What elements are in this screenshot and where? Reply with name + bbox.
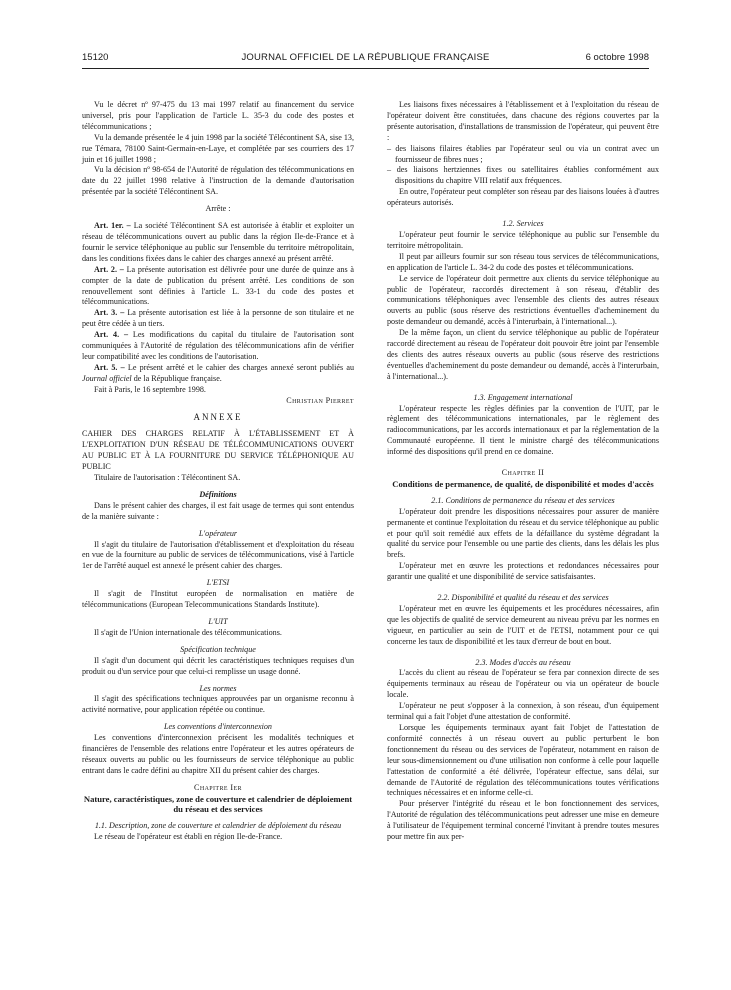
body-paragraph: L'opérateur met en œuvre les équipements et les procédures nécessaires, afin que les objectifs de qualité de service demeurent au niveau prévu par les normes en vigueur, en particulier au sein de l'UIT et de l'ETSI, notamment pour ce qui concerne les taux de disponibilité et les taux d'erreur de bout en bout. (387, 603, 659, 646)
chapter-title: Nature, caractéristiques, zone de couverture et calendrier de déploiement du réseau et des services (83, 793, 353, 815)
left-column (82, 100, 354, 843)
definition-text: Les conventions d'interconnexion précisent les modalités techniques et financières de l'ensemble des relations entre l'opérateur et les autres opérateurs de réseaux ouverts au public ou les fournisseurs de service téléphonique au public entrant dans le cadre défini au chapitre XII du présent cahier des charges. (82, 733, 354, 775)
visa-paragraph: Vu la demande présentée le 4 juin 1998 par la société Télécontinent SA, sise 13, rue Témara, 78100 Saint-Germain-en-Laye, et complétée par ses courriers des 17 juin et 16 juillet 1998 ; (82, 132, 354, 164)
definition-text: Il s'agit du titulaire de l'autorisation d'établissement et d'exploitation du réseau en vue de la fourniture au public de services de télécommunications, visé à l'article 1er de l'arrêté auquel est annexé le présent cahier des charges. (82, 539, 354, 571)
article-label: Art. 2. – (94, 264, 124, 274)
article-label: Art. 5. – (94, 362, 125, 372)
list-item: – des liaisons filaires établies par l'opérateur seul ou via un contrat avec un fournisseur de fibres nues ; (387, 144, 659, 166)
visa-paragraph: Vu la décision nº 98-654 de l'Autorité de régulation des télécommunications en date du 22 juillet 1998 relative à l'instruction de la demande d'autorisation présentée par la société Télécontinent SA. (82, 165, 354, 197)
article-text: Le présent arrêté et le cahier des charges annexé seront publiés au (127, 362, 355, 372)
annexe-heading: ANNEXE (193, 412, 243, 423)
definition-text: Il s'agit des spécifications techniques approuvées par un organisme reconnu à activité normative, pour application répétée ou continue. (82, 694, 354, 715)
article-label: Art. 4. – (94, 330, 129, 340)
definition-term: Les normes (199, 683, 237, 693)
article-3 (82, 308, 354, 330)
section-heading: 2.3. Modes d'accès au réseau (475, 657, 571, 667)
body-paragraph: Les liaisons fixes nécessaires à l'établissement et à l'exploitation du réseau de l'opérateur doivent être constituées, dans chacune des régions couvertes par la présente autorisation, d'installations de transmission de l'opérateur, qui peuvent être : (387, 100, 659, 142)
definition-text: Il s'agit de l'Union internationale des télécommunications. (94, 627, 282, 637)
section-text: Le réseau de l'opérateur est établi en région Ile-de-France. (94, 832, 283, 842)
body-paragraph: Pour préserver l'intégrité du réseau et le bon fonctionnement des services, l'Autorité de régulation des télécommunications peut adresser une mise en demeure à l'utilisateur de l'équipement terminal concerné l'invitant à prendre toutes mesures pour mettre fin aux per- (387, 799, 659, 842)
article-text: La présente autorisation est délivrée pour une durée de quinze ans à compter de la date de publication du présent arrêté. Les conditions de son renouvellement sont définies à l'article L. 33-1 du code des postes et télécommunications. (82, 264, 354, 307)
journal-title: JOURNAL OFFICIEL DE LA RÉPUBLIQUE FRANÇAISE (241, 52, 490, 63)
section-heading: 1.1. Description, zone de couverture et calendrier de déploiement du réseau (94, 821, 342, 831)
article-2 (82, 265, 354, 309)
definition-term: L'opérateur (198, 528, 238, 538)
issue-date: 6 octobre 1998 (585, 52, 649, 63)
definition-term: L'ETSI (206, 578, 230, 588)
section-heading: 1.2. Services (502, 219, 544, 229)
arrete-heading: Arrête : (205, 204, 231, 214)
article-label: Art. 3. – (94, 308, 125, 318)
article-text: Les modifications du capital du titulaire de l'autorisation sont communiquées à l'Autorité de régulation des télécommunications afin de vérifier leur compatibilité avec les conditions de l'autorisation. (82, 330, 354, 361)
article-1 (82, 221, 354, 265)
signature: Christian Pierret (286, 395, 354, 405)
article-label: Art. 1er. – (94, 221, 131, 231)
body-paragraph: De la même façon, un client du service téléphonique au public de l'opérateur raccordé directement au réseau de l'opérateur doit pouvoir être joint par l'ensemble des clients des autres réseaux ouverts au public (sous réserve des restrictions éventuelles d'acheminement du poste demandeur ou demandé, accès à l'interurbain, à l'international...). (387, 328, 659, 381)
definition-term: L'UIT (208, 616, 228, 626)
body-paragraph: L'opérateur met en œuvre les protections et redondances nécessaires pour garantir une qualité et une disponibilité de service satisfaisantes. (387, 561, 659, 582)
definitions-heading: Définitions (199, 489, 237, 499)
definition-text: Il s'agit d'un document qui décrit les caractéristiques techniques requises d'un produit ou d'un service pour que celui-ci remplisse un usage donné. (82, 655, 354, 676)
visa-paragraph: Vu le décret nº 97-475 du 13 mai 1997 relatif au financement du service universel, pris pour l'application de l'article L. 35-3 du code des postes et télécommunications ; (82, 100, 354, 131)
signing-place-date: Fait à Paris, le 16 septembre 1998. (94, 384, 206, 394)
body-paragraph: L'accès du client au réseau de l'opérateur se fera par connexion directe de ses équipements terminaux au réseau de l'opérateur ou via un opérateur de boucle locale. (387, 668, 659, 700)
article-text: La présente autorisation est liée à la personne de son titulaire et ne peut être cédée à un tiers. (82, 308, 354, 329)
journal-name: Journal officiel (82, 373, 132, 383)
body-paragraph: L'opérateur respecte les règles définies par la convention de l'UIT, par le règlement des télécommunications internationales, par le règlement des radiocommunications, par les accords internationaux et par la réglementation de la Communauté européenne. Il tient le ministre chargé des télécommunications informé des dispositions qu'il prend en ce domaine. (387, 403, 659, 457)
body-paragraph: Il peut par ailleurs fournir sur son réseau tous services de télécommunications, en application de l'article L. 34-2 du code des postes et télécommunications. (387, 251, 659, 272)
body-paragraph: L'opérateur doit prendre les dispositions nécessaires pour assurer de manière permanente et continue l'exploitation du réseau et du service téléphonique au public et pour qu'il soit remédié aux effets de la défaillance du système dégradant la qualité du service pour l'ensemble ou une partie des clients, dans les délais les plus brefs. (387, 506, 659, 560)
header-rule (82, 68, 649, 69)
body-paragraph: En outre, l'opérateur peut compléter son réseau par des liaisons louées à d'autres opérateurs autorisés. (387, 187, 659, 208)
cahier-title: CAHIER DES CHARGES RELATIF À L'ÉTABLISSEMENT ET À L'EXPLOITATION D'UN RÉSEAU DE TÉLÉCOMMUNICATIONS OUVERT AU PUBLIC ET À LA FOURNITURE DU SERVICE TÉLÉPHONIQUE AU PUBLIC (82, 429, 354, 472)
body-paragraph: L'opérateur ne peut s'opposer à la connexion, à son réseau, d'un équipement terminal qui a fait l'objet d'une attestation de conformité. (387, 701, 659, 722)
article-5 (82, 363, 354, 385)
definition-term: Les conventions d'interconnexion (164, 722, 272, 732)
chapter-title: Conditions de permanence, de qualité, de disponibilité et modes d'accès (392, 479, 654, 489)
body-paragraph: L'opérateur peut fournir le service téléphonique au public sur l'ensemble du territoire métropolitain. (387, 229, 659, 250)
section-heading: 1.3. Engagement international (473, 392, 573, 402)
body-paragraph: Lorsque les équipements terminaux ayant fait l'objet de l'attestation de conformité connectés à un réseau ouvert au public perturbent le bon fonctionnement du réseau ou des services de l'opérateur, notamment en raison de leur sous-dimensionnement ou d'une utilisation non conforme à celle pour laquelle l'attestation de conformité a été délivrée, l'opérateur effectue, sans délai, sur demande de l'Autorité de régulation des télécommunications toutes vérifications techniques nécessaires et en informe celle-ci. (387, 723, 659, 798)
list-item: – des liaisons hertziennes fixes ou satellitaires établies conformément aux dispositions du chapitre VIII relatif aux fréquences. (387, 165, 659, 187)
body-paragraph: Le service de l'opérateur doit permettre aux clients du service téléphonique au public de l'opérateur, raccordés directement à son réseau, d'établir des communications téléphoniques avec l'ensemble des clients des autres réseaux ouverts au public (sous réserve des restrictions éventuelles d'acheminement du poste demandeur ou demandé, accès à l'interurbain, à l'international...). (387, 273, 659, 327)
right-column (387, 100, 659, 843)
chapter-label: Chapitre Ier (194, 782, 242, 792)
section-heading: 2.1. Conditions de permanence du réseau et des services (431, 495, 615, 505)
article-text: de la République française. (133, 373, 222, 383)
page-header (82, 50, 649, 66)
section-heading: 2.2. Disponibilité et qualité du réseau et des services (437, 593, 609, 603)
definition-term: Spécification technique (180, 644, 256, 654)
page-number: 15120 (82, 52, 109, 63)
titulaire-line: Titulaire de l'autorisation : Télécontinent SA. (94, 473, 241, 482)
article-text: La société Télécontinent SA est autorisée à établir et exploiter un réseau de télécommunications ouvert au public dans la région Ile-de-France et à fournir le service téléphonique au public sur l'ensemble du territoire métropolitain, dans les conditions fixées dans le cahier des charges annexé au présent arrêté. (82, 221, 355, 263)
definitions-intro: Dans le présent cahier des charges, il est fait usage de termes qui sont entendus de la manière suivante : (82, 500, 354, 521)
definition-text: Il s'agit de l'Institut européen de normalisation en matière de télécommunications (European Telecommunications Standards Institute). (82, 589, 354, 610)
article-4 (82, 330, 354, 363)
chapter-label: Chapitre II (501, 468, 545, 478)
